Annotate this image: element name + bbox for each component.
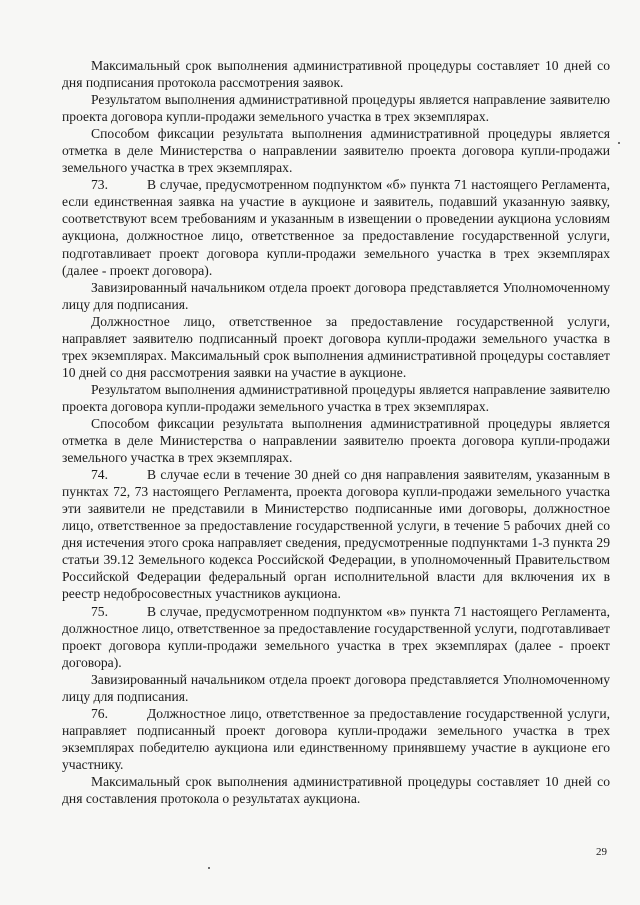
paragraph-text: Завизированный начальником отдела проект договора представляется Уполномоченному лицу для подписания. — [62, 279, 610, 312]
paragraph-number: 73. — [91, 177, 108, 193]
paragraph-number: 76. — [91, 705, 108, 721]
paragraph-74 — [62, 466, 610, 602]
paragraph — [62, 91, 610, 125]
paragraph-number: 75. — [91, 603, 108, 619]
paragraph — [62, 671, 610, 705]
paragraph-75 — [62, 603, 610, 671]
page-number: 29 — [596, 846, 607, 858]
paragraph-text: Завизированный начальником отдела проект договора представляется Уполномоченному лицу для подписания. — [62, 671, 610, 704]
paragraph-text: Должностное лицо, ответственное за предоставление государственной услуги, направляет подписанный проект договора купли-продажи земельного участка в трех экземплярах победителю аукциона или единственному принявшему участие в аукционе его участнику. — [62, 705, 610, 772]
paragraph — [62, 125, 610, 176]
paragraph-text: Результатом выполнения административной процедуры является направление заявителю проекта договора купли-продажи земельного участка в трех экземплярах. — [62, 92, 610, 125]
scan-speck — [618, 142, 620, 144]
paragraph-73 — [62, 176, 610, 278]
paragraph-text: Результатом выполнения административной процедуры является направление заявителю проекта договора купли-продажи земельного участка в трех экземплярах. — [62, 381, 610, 414]
paragraph — [62, 381, 610, 415]
paragraph-text: Способом фиксации результата выполнения административной процедуры является отметка в деле Министерства о направлении заявителю проекта договора купли-продажи земельного участка в трех экземплярах. — [62, 415, 610, 466]
paragraph-text: Максимальный срок выполнения административной процедуры составляет 10 дней со дня составления протокола о результатах аукциона. — [62, 773, 610, 807]
paragraph — [62, 415, 610, 466]
paragraph — [62, 279, 610, 313]
paragraph — [62, 57, 610, 91]
paragraph — [62, 313, 610, 381]
paragraph-number: 74. — [91, 467, 108, 483]
paragraph-text: В случае, предусмотренном подпунктом «в» пункта 71 настоящего Регламента, должностное лицо, ответственное за предоставление государственной услуги, подготавливает проект договора купли-продажи земельного участка в трех экземплярах (далее - проект договора). — [62, 603, 610, 670]
scan-speck — [208, 867, 210, 869]
paragraph-text: Способом фиксации результата выполнения административной процедуры является отметка в деле Министерства о направлении заявителю проекта договора купли-продажи земельного участка в трех экземплярах. — [62, 126, 610, 176]
paragraph-text: Максимальный срок выполнения административной процедуры составляет 10 дней со дня подписания протокола рассмотрения заявок. — [62, 58, 610, 91]
paragraph — [62, 773, 610, 807]
paragraph-text: В случае, предусмотренном подпунктом «б» пункта 71 настоящего Регламента, если единственная заявка на участие в аукционе и заявитель, подавший указанную заявку, соответствуют всем требованиям и указанным в извещении о проведении аукциона условиям аукциона, должностное лицо, ответственное за предоставление государственной услуги, подготавливает проект договора купли-продажи земельного участка в трех экземплярах (далее - проект договора). — [62, 177, 610, 278]
document-body — [62, 57, 610, 807]
paragraph-text: В случае если в течение 30 дней со дня направления заявителям, указанным в пунктах 72, 73 настоящего Регламента, проекта договора купли-продажи земельного участка эти заявители не представили в Министерство подписанные ими договоры, должностное лицо, ответственное за предоставление государственной услуги, в течение 5 рабочих дней со дня истечения этого срока направляет сведения, предусмотренные подпунктами 1-3 пункта 29 статьи 39.12 Земельного кодекса Российской Федерации, в уполномоченный Правительством Российской Федерации федеральный орган исполнительной власти для включения их в реестр недобросовестных участников аукциона. — [62, 467, 610, 602]
paragraph-76 — [62, 705, 610, 773]
paragraph-text: Должностное лицо, ответственное за предоставление государственной услуги, направляет заявителю подписанный проект договора купли-продажи земельного участка в трех экземплярах. Максимальный срок выполнения административной процедуры составляет 10 дней со дня рассмотрения заявки на участие в аукционе. — [62, 313, 610, 380]
